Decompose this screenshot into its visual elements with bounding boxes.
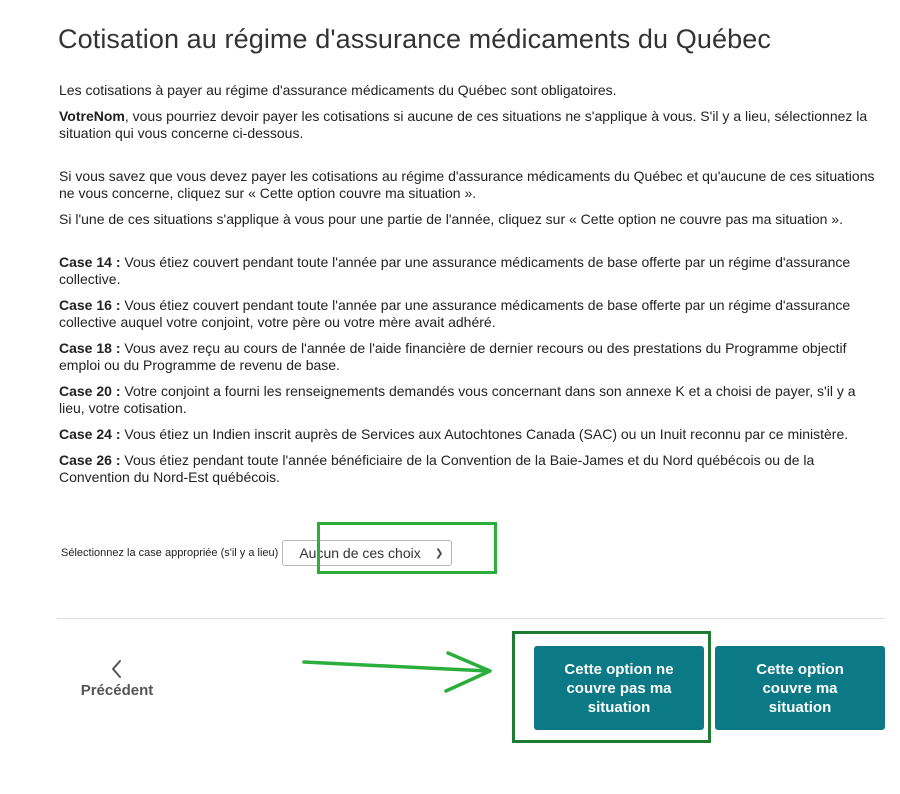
- case-item: [59, 254, 885, 288]
- intro-name-paragraph: [59, 108, 885, 142]
- case-label: Case 18 :: [59, 340, 121, 356]
- case-item: [59, 452, 885, 486]
- case-text: Votre conjoint a fourni les renseignements demandés vous concernant dans son annexe K et a choisi de payer, s'il y a lieu, votre cotisation.: [59, 383, 856, 416]
- case-text: Vous étiez couvert pendant toute l'année par une assurance médicaments de base offerte par un régime d'assurance collective.: [59, 254, 851, 287]
- select-highlight-box: [317, 522, 497, 574]
- case-text: Vous étiez un Indien inscrit auprès de Services aux Autochtones Canada (SAC) ou un Inuit reconnu par ce ministère.: [120, 426, 849, 442]
- case-text: Vous étiez pendant toute l'année bénéficiaire de la Convention de la Baie-James et du Nord québécois ou de la Convention du Nord-Est québécois.: [59, 452, 815, 485]
- intro-covered-instruction: Si vous savez que vous devez payer les cotisations au régime d'assurance médicaments du Québec et qu'aucune de ces situations ne vous concerne, cliquez sur « Cette option couvre ma situation ».: [59, 168, 875, 201]
- case-label: Case 16 :: [59, 297, 121, 313]
- case-item: [59, 383, 885, 417]
- case-label: Case 26 :: [59, 452, 121, 468]
- case-item: [59, 297, 885, 331]
- case-label: Case 14 :: [59, 254, 121, 270]
- case-text: Vous avez reçu au cours de l'année de l'aide financière de dernier recours ou des prestations du Programme objectif emploi ou du Programme de revenu de base.: [59, 340, 847, 373]
- case-label: Case 24 :: [59, 426, 121, 442]
- user-name: VotreNom: [59, 108, 125, 124]
- option-covered-button[interactable]: Cette option couvre ma situation: [715, 646, 885, 730]
- intro-situation-text: , vous pourriez devoir payer les cotisations si aucune de ces situations ne s'applique à vous. S'il y a lieu, sélectionnez la situation qui vous concerne ci-dessous.: [59, 108, 868, 141]
- page-title: Cotisation au régime d'assurance médicaments du Québec: [58, 24, 771, 54]
- chevron-down-icon: ❯: [434, 547, 444, 559]
- back-button[interactable]: [76, 658, 158, 699]
- back-label: Précédent: [80, 682, 154, 699]
- section-divider: [57, 618, 885, 619]
- content-body: [59, 82, 885, 495]
- arrow-right-icon: [300, 645, 500, 695]
- case-select-label: Sélectionnez la case appropriée (s'il y a lieu): [61, 547, 279, 559]
- intro-mandatory-text: Les cotisations à payer au régime d'assurance médicaments du Québec sont obligatoires.: [59, 82, 617, 98]
- chevron-left-icon: [106, 658, 128, 680]
- case-select-value: Aucun de ces choix: [299, 545, 421, 561]
- case-text: Vous étiez couvert pendant toute l'année par une assurance médicaments de base offerte par un régime d'assurance collective auquel votre conjoint, votre père ou votre mère avait adhéré.: [59, 297, 851, 330]
- case-item: [59, 340, 885, 374]
- intro-not-covered-instruction: Si l'une de ces situations s'applique à vous pour une partie de l'année, cliquez sur « Cette option ne couvre pas ma situation ».: [59, 211, 843, 227]
- case-item: [59, 426, 885, 443]
- case-label: Case 20 :: [59, 383, 121, 399]
- option-not-covered-button[interactable]: Cette option ne couvre pas ma situation: [534, 646, 704, 730]
